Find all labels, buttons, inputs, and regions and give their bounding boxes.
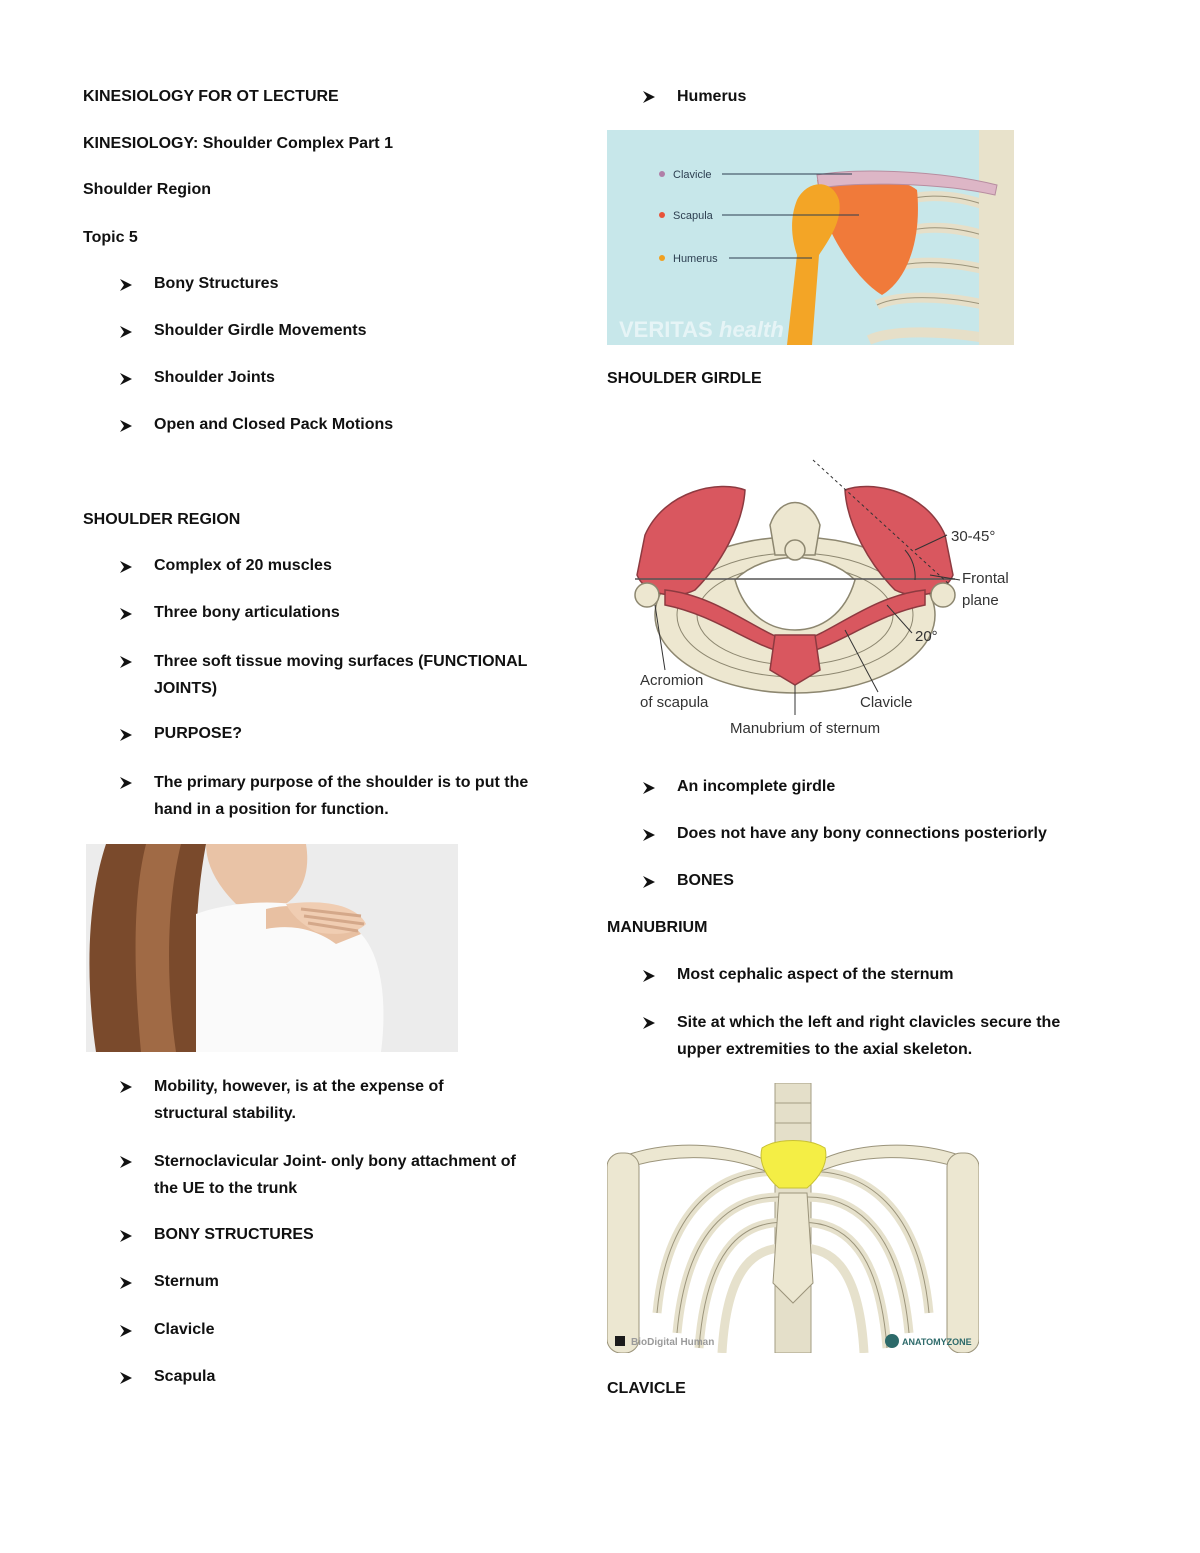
section-heading-shoulder-girdle: SHOULDER GIRDLE <box>607 370 762 387</box>
arrow-bullet-icon <box>119 1371 133 1385</box>
arrow-bullet-icon <box>119 372 133 386</box>
lecture-title: KINESIOLOGY: Shoulder Complex Part 1 <box>83 135 393 152</box>
anatomyzone-logo-icon <box>885 1334 899 1348</box>
biodigital-logo-icon <box>615 1336 625 1346</box>
arrow-bullet-icon <box>119 1324 133 1338</box>
acromion-scapula-label: of scapula <box>640 694 709 711</box>
arrow-bullet-icon <box>119 1229 133 1243</box>
angle-20-label: 20° <box>915 628 938 645</box>
arrow-bullet-icon <box>119 607 133 621</box>
section-heading-clavicle: CLAVICLE <box>607 1380 686 1397</box>
arrow-bullet-icon <box>119 1080 133 1094</box>
biodigital-watermark: BioDigital Human <box>631 1337 715 1348</box>
acromion-label: Acromion <box>640 672 704 689</box>
section-heading-shoulder-region: SHOULDER REGION <box>83 511 241 528</box>
arrow-bullet-icon <box>642 828 656 842</box>
arrow-bullet-icon <box>642 969 656 983</box>
anatomyzone-watermark: ANATOMYZONE <box>902 1337 972 1347</box>
plane-label: plane <box>962 592 999 609</box>
arrow-bullet-icon <box>119 419 133 433</box>
arrow-bullet-icon <box>119 325 133 339</box>
arrow-bullet-icon <box>119 776 133 790</box>
humerus-dot-icon <box>659 255 665 261</box>
clavicle-dot-icon <box>659 171 665 177</box>
veritas-watermark: VERITAS <box>619 317 713 342</box>
arrow-bullet-icon <box>119 278 133 292</box>
arrow-bullet-icon <box>119 728 133 742</box>
manubrium-label: Manubrium of sternum <box>730 720 881 737</box>
frontal-label: Frontal <box>962 570 1009 587</box>
arrow-bullet-icon <box>119 655 133 669</box>
arrow-bullet-icon <box>119 1276 133 1290</box>
humerus-label: Humerus <box>673 253 718 265</box>
scapula-dot-icon <box>659 212 665 218</box>
scapula-label: Scapula <box>673 210 713 222</box>
region-title: Shoulder Region <box>83 181 211 198</box>
angle-30-45-label: 30-45° <box>951 528 996 545</box>
clavicle-label: Clavicle <box>673 169 712 181</box>
document-title: KINESIOLOGY FOR OT LECTURE <box>83 88 339 105</box>
arrow-bullet-icon <box>642 1016 656 1030</box>
shoulder-girdle-figure <box>625 455 1015 745</box>
arrow-bullet-icon <box>642 781 656 795</box>
topic-number: Topic 5 <box>83 229 138 246</box>
thorax-manubrium-figure <box>607 1083 979 1353</box>
shoulder-pain-photo <box>86 844 458 1052</box>
veritas-watermark-suffix: health <box>719 317 784 342</box>
clavicle-girdle-label: Clavicle <box>860 694 913 711</box>
arrow-bullet-icon <box>642 875 656 889</box>
shoulder-bones-figure <box>607 130 1014 345</box>
section-heading-manubrium: MANUBRIUM <box>607 919 708 936</box>
arrow-bullet-icon <box>119 1155 133 1169</box>
arrow-bullet-icon <box>119 560 133 574</box>
arrow-bullet-icon <box>642 90 656 104</box>
